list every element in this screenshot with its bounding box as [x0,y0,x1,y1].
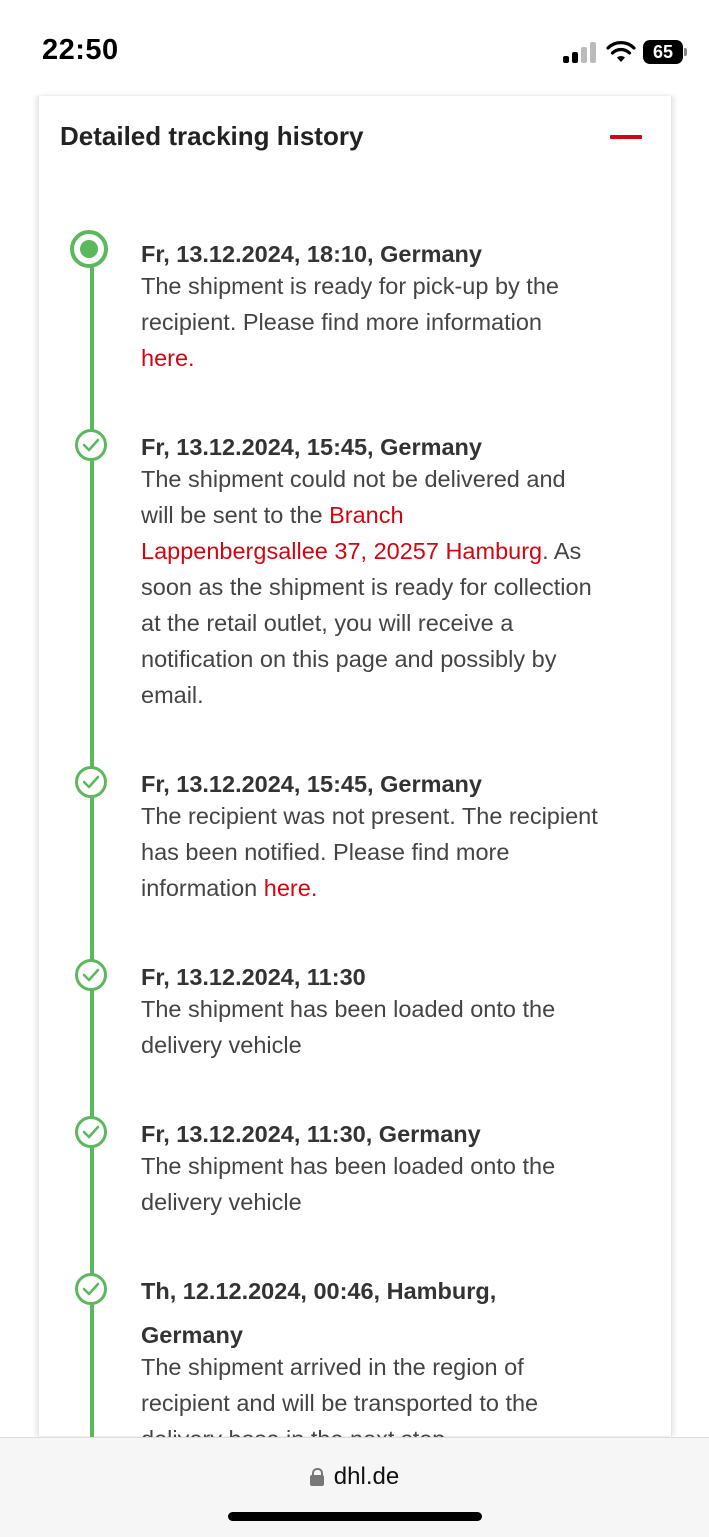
event-description [141,1148,661,1220]
minus-icon [610,135,642,139]
event-description-line: recipient and will be transported to the [141,1390,539,1416]
check-circle-icon [75,1273,107,1305]
battery-icon [643,40,683,64]
check-circle-icon [75,1116,107,1148]
event-title: Fr, 13.12.2024, 11:30, Germany [141,1121,481,1147]
wifi-icon [606,40,636,64]
battery-cap [684,48,687,56]
event-description-line: The shipment has been loaded onto the [141,1153,556,1179]
url-display[interactable] [0,1462,709,1491]
event-description-line: The shipment arrived in the region of [141,1354,524,1380]
event-title: Fr, 13.12.2024, 18:10, Germany [141,241,482,267]
event-description-line: The shipment could not be delivered and [141,466,566,492]
lock-icon [310,1468,324,1486]
check-circle-icon [75,959,107,991]
event-description-line: The recipient was not present. The recipient [141,803,598,829]
event-description-text: . As [542,538,582,564]
section-title: Detailed tracking history [60,121,364,151]
event-title [141,1269,661,1357]
browser-address-bar[interactable] [0,1437,709,1537]
branch-link[interactable]: Branch [329,502,404,528]
event-description-line: recipient. Please find more information [141,309,543,335]
clock: 22:50 [42,34,119,66]
event-title-line: Th, 12.12.2024, 00:46, Hamburg, [141,1278,497,1304]
event-description [141,461,661,713]
event-description-text: will be sent to the [141,502,330,528]
event-title: Fr, 13.12.2024, 15:45, Germany [141,771,482,797]
event-title: Fr, 13.12.2024, 15:45, Germany [141,434,482,460]
event-description-line: The shipment is ready for pick-up by the [141,273,559,299]
event-description-line: email. [141,682,204,708]
check-circle-icon [75,766,107,798]
event-description [141,798,661,906]
more-info-link[interactable]: here. [141,345,195,371]
event-description-text: information [141,875,264,901]
event-description-line: The shipment has been loaded onto the [141,996,556,1022]
status-bar [0,0,709,96]
tracking-history-card [38,96,672,1436]
event-description-line: has been notified. Please find more [141,839,510,865]
event-title-line: Germany [141,1322,243,1348]
event-description [141,268,661,376]
cellular-signal-icon [563,41,597,63]
event-description-line: delivery vehicle [141,1189,302,1215]
url-text: dhl.de [333,1462,400,1490]
event-description-line: soon as the shipment is ready for collection [141,574,592,600]
event-title: Fr, 13.12.2024, 11:30 [141,964,366,990]
home-indicator[interactable] [228,1512,482,1521]
current-status-icon [70,230,108,268]
event-description-line: notification on this page and possibly by [141,646,557,672]
check-circle-icon [75,429,107,461]
event-description-line: delivery vehicle [141,1032,302,1058]
battery-level: 65 [652,42,674,62]
collapse-button[interactable] [605,122,645,152]
more-info-link[interactable]: here. [263,875,318,901]
event-description-line: at the retail outlet, you will receive a [141,610,514,636]
branch-address-link[interactable]: Lappenbergsallee 37, 20257 Hamburg [141,538,543,564]
event-description [141,991,661,1063]
card-header[interactable] [39,96,671,186]
